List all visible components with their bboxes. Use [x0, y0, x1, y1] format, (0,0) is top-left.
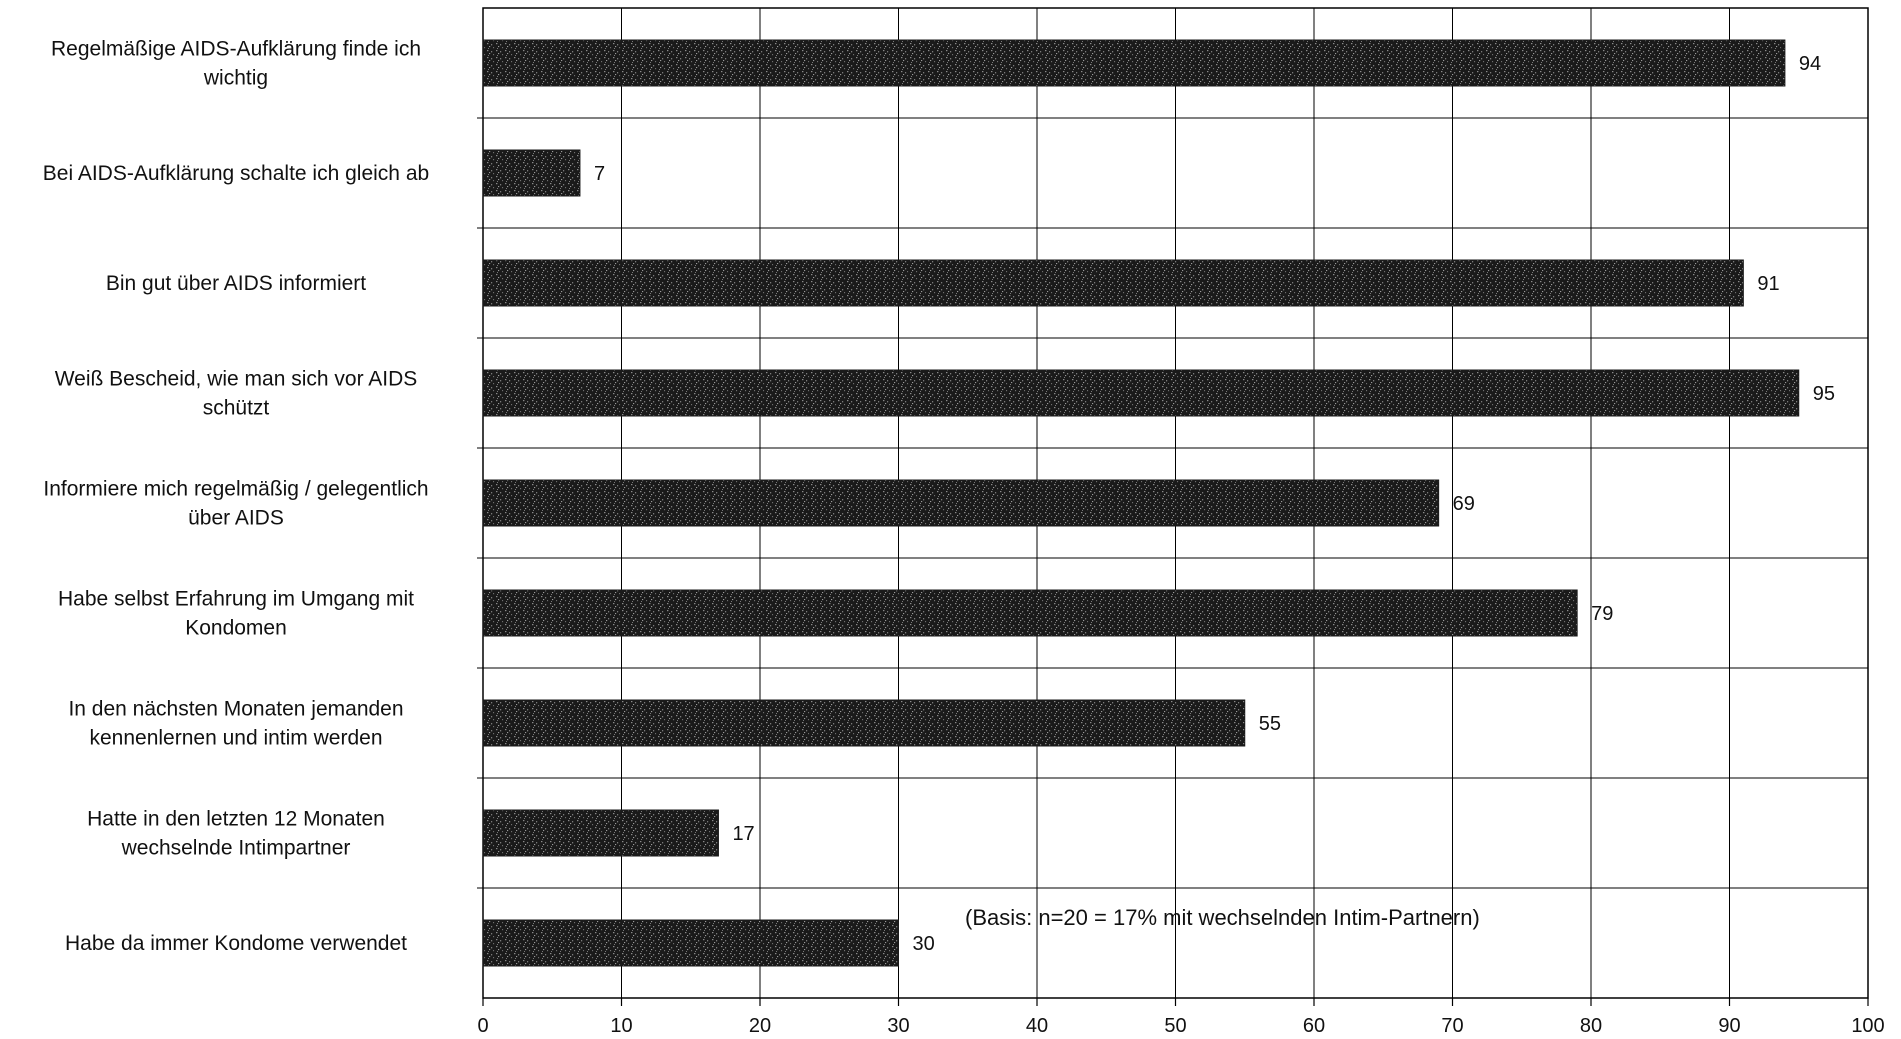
x-tick-label: 0 — [477, 1015, 489, 1034]
data-label: 94 — [1798, 53, 1822, 75]
x-tick-label: 50 — [1164, 1015, 1187, 1034]
x-tick-label: 20 — [748, 1015, 772, 1034]
bar — [483, 370, 1799, 416]
category-label — [43, 478, 428, 530]
category-label-line: Regelmäßige AIDS-Aufklärung finde ich — [50, 37, 422, 61]
category-label — [51, 38, 421, 90]
category-label — [106, 272, 366, 295]
data-label: 7 — [593, 163, 606, 185]
category-label-line: Informiere mich regelmäßig / gelegentlich — [43, 477, 429, 501]
bar — [483, 590, 1577, 636]
x-tick-label: 90 — [1718, 1015, 1741, 1034]
category-label-line: kennenlernen und intim werden — [89, 726, 383, 750]
category-label — [87, 808, 385, 860]
data-label: 17 — [732, 823, 755, 845]
data-label: 95 — [1812, 383, 1835, 405]
category-label-line: Weiß Bescheid, wie man sich vor AIDS — [54, 367, 418, 391]
x-axis-ticks — [477, 998, 1884, 1034]
category-label-line: Bei AIDS-Aufklärung schalte ich gleich ab — [42, 162, 430, 185]
category-label-line: über AIDS — [188, 506, 284, 530]
data-label: 79 — [1591, 603, 1614, 625]
x-tick-label: 60 — [1302, 1015, 1326, 1034]
category-label-line: wechselnde Intimpartner — [121, 836, 351, 860]
bar — [483, 480, 1439, 526]
bar — [483, 150, 580, 196]
data-label: 30 — [912, 933, 935, 955]
category-label — [43, 162, 429, 185]
x-tick-label: 30 — [887, 1015, 910, 1034]
category-label — [68, 698, 403, 750]
category-label-line: Habe selbst Erfahrung im Umgang mit — [58, 587, 414, 611]
category-label — [58, 588, 414, 640]
data-label: 91 — [1757, 273, 1780, 295]
category-label-line: Habe da immer Kondome verwendet — [64, 932, 408, 955]
bars-layer — [483, 40, 1799, 966]
category-label-line: schützt — [202, 396, 270, 420]
category-label-line: Hatte in den letzten 12 Monaten — [87, 807, 385, 831]
category-label-line: wichtig — [203, 66, 269, 90]
category-label-line: Kondomen — [185, 616, 287, 640]
bar — [483, 700, 1245, 746]
x-tick-label: 10 — [610, 1015, 633, 1034]
bar — [483, 40, 1785, 86]
category-label — [65, 932, 407, 955]
category-label — [55, 368, 418, 420]
chart-annotation: (Basis: n=20 = 17% mit wechselnden Intim-Partnern) — [965, 905, 1480, 930]
data-label: 55 — [1258, 713, 1281, 735]
data-label: 69 — [1452, 493, 1475, 515]
bar — [483, 810, 718, 856]
x-tick-label: 100 — [1851, 1015, 1885, 1034]
x-tick-label: 80 — [1579, 1015, 1603, 1034]
category-label-line: In den nächsten Monaten jemanden — [68, 697, 404, 721]
x-tick-label: 70 — [1441, 1015, 1464, 1034]
x-tick-label: 40 — [1025, 1015, 1049, 1034]
category-label-line: Bin gut über AIDS informiert — [105, 272, 367, 295]
bar — [483, 260, 1743, 306]
bar — [483, 920, 899, 966]
